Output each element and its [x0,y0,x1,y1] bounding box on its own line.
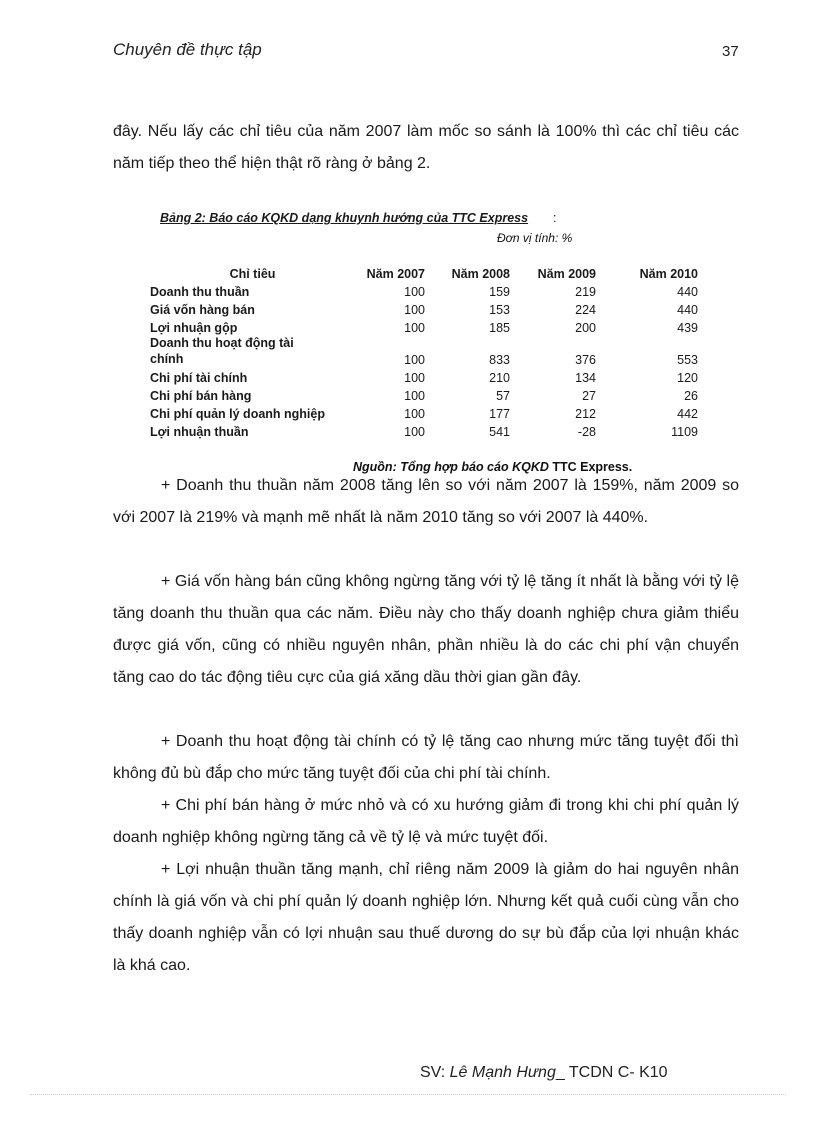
row-label: Doanh thu thuần [150,285,250,299]
paragraph-selling-expense: + Chi phí bán hàng ở mức nhỏ và có xu hướng giảm đi trong khi chi phí quản lý doanh nghiệp không ngừng tăng cả về tỷ lệ và mức tuyệt đối. [113,797,739,846]
footer [420,1064,668,1082]
cell-value: 100 [404,303,425,317]
cell-value: 177 [489,407,510,421]
cell-value: 100 [404,285,425,299]
col-header-2009: Năm 2009 [537,267,596,281]
row-label: Lợi nhuận gộp [150,321,238,335]
cell-value: 27 [582,389,596,403]
cell-value: 212 [575,407,596,421]
paragraph-revenue: + Doanh thu thuần năm 2008 tăng lên so với năm 2007 là 159%, năm 2009 so với 2007 là 219% và mạnh mẽ nhất là năm 2010 tăng so với 2007 là 440%. [113,477,739,526]
cell-value: 210 [489,371,510,385]
row-label-line2: chính [150,352,184,366]
intro-paragraph: đây. Nếu lấy các chỉ tiêu của năm 2007 làm mốc so sánh là 100% thì các chỉ tiêu các năm tiếp theo thể hiện thật rõ ràng ở bảng 2. [113,123,739,172]
cell-value: 541 [489,425,510,439]
cell-value: 100 [404,425,425,439]
table-row [150,385,698,403]
table-row [150,335,698,367]
cell-value: 224 [575,303,596,317]
cell-value: 100 [404,389,425,403]
paragraph-financial-revenue: + Doanh thu hoạt động tài chính có tỷ lệ tăng cao nhưng mức tăng tuyệt đối thì không đủ bù đắp cho mức tăng tuyệt đối của chi phí tài chính. [113,733,739,782]
col-header-label: Chỉ tiêu [229,267,276,281]
cell-value: 442 [677,407,698,421]
footer-prefix: SV: [420,1064,450,1081]
cell-value: 833 [489,353,510,367]
row-label: Chi phí tài chính [150,371,248,385]
footer-divider [30,1094,786,1095]
paragraph-cost-of-goods: + Giá vốn hàng bán cũng không ngừng tăng với tỷ lệ tăng ít nhất là bằng với tỷ lệ tăng doanh thu thuần qua các năm. Điều này cho thấy doanh nghiệp chưa giảm thiểu được giá vốn, cũng có nhiều nguyên nhân, phần nhiều là do các chi phí vận chuyển tăng cao do tác động tiêu cực của giá xăng dầu thời gian gần đây. [113,573,739,686]
footer-suffix: _ TCDN C- K10 [555,1064,668,1081]
table-unit: Đơn vị tính: % [497,231,573,245]
row-label [150,335,355,367]
cell-value: 57 [496,389,510,403]
cell-value: 134 [575,371,596,385]
table-source-prefix: Nguồn: Tổng hợp báo cáo KQKD [353,460,549,474]
table-row [150,403,698,421]
cell-value: 100 [404,321,425,335]
cell-value: 159 [489,285,510,299]
cell-value: 153 [489,303,510,317]
row-label: Chi phí quản lý doanh nghiệp [150,407,325,421]
cell-value: 26 [684,389,698,403]
row-label: Lợi nhuận thuần [150,425,249,439]
table-row [150,421,698,439]
paragraph-net-profit: + Lợi nhuận thuần tăng mạnh, chỉ riêng năm 2009 là giảm do hai nguyên nhân chính là giá vốn và chi phí quản lý doanh nghiệp lớn. Nhưng kết quả cuối cùng vẫn cho thấy doanh nghiệp vẫn có lợi nhuận sau thuế dương do sự bù đắp của lợi nhuận khác là khá cao. [113,861,739,974]
cell-value: 1109 [671,425,698,439]
cell-value: 553 [677,353,698,367]
table-caption: Bảng 2: Báo cáo KQKD dạng khuynh hướng của TTC Express [160,211,529,225]
row-label: Giá vốn hàng bán [150,303,255,317]
cell-value: 100 [404,371,425,385]
footer-name: Lê Mạnh Hưng [449,1064,556,1081]
cell-value: 219 [575,285,596,299]
table-row [150,281,698,299]
cell-value: 376 [575,353,596,367]
table-caption-colon: : [553,211,557,225]
col-header-2008: Năm 2008 [451,267,510,281]
cell-value: 440 [677,303,698,317]
page-number: 37 [722,43,739,60]
row-label-line1: Doanh thu hoạt động tài [150,336,294,350]
col-header-2007: Năm 2007 [366,267,425,281]
table-row [150,317,698,335]
report-table [150,262,698,439]
row-label: Chi phí bán hàng [150,389,252,403]
table-row [150,367,698,385]
cell-value: 440 [677,285,698,299]
cell-value: 185 [489,321,510,335]
cell-value: 100 [404,407,425,421]
cell-value: 439 [677,321,698,335]
cell-value: 100 [404,353,425,367]
col-header-2010: Năm 2010 [639,267,698,281]
table-row [150,299,698,317]
table-source-suffix: TTC Express. [548,460,633,474]
cell-value: 120 [677,371,698,385]
header-title: Chuyên đề thực tập [113,40,262,59]
cell-value: -28 [577,425,596,439]
table-header-row [150,262,698,281]
cell-value: 200 [575,321,596,335]
